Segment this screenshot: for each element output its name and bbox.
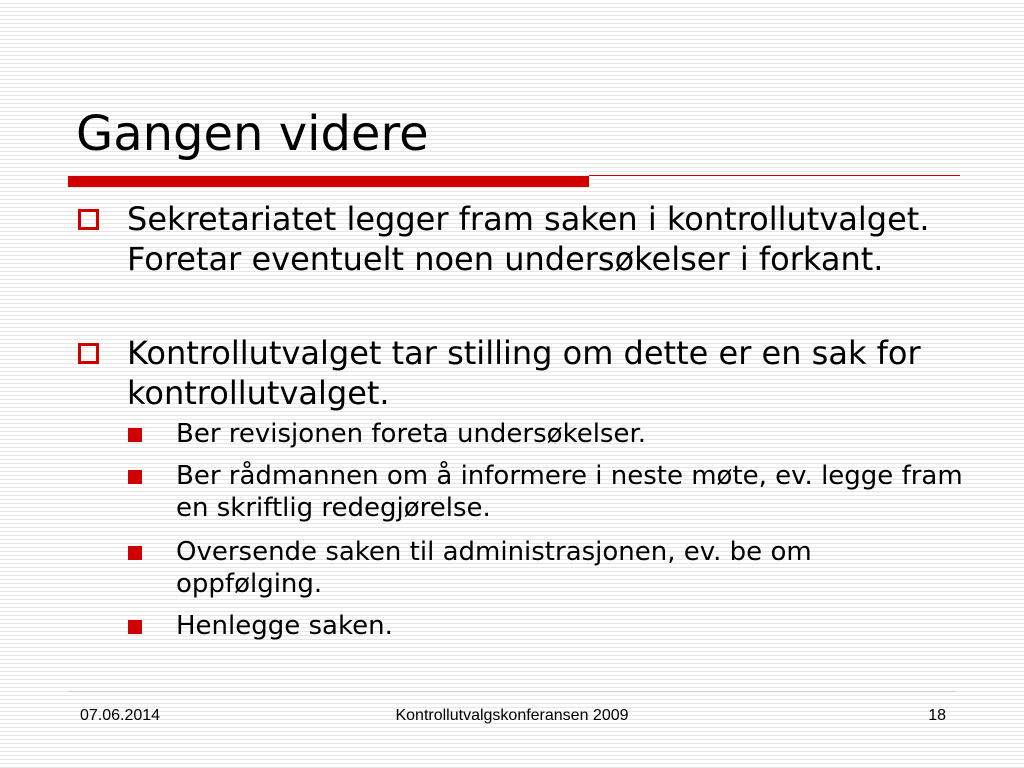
title-underline-thick (68, 176, 589, 187)
page-number: 18 (928, 707, 946, 724)
sub-bullet-text: Henlegge saken. (176, 611, 393, 641)
sub-bullet-item (176, 610, 976, 642)
filled-square-bullet-icon (128, 428, 142, 442)
footer-title: Kontrollutvalgskonferansen 2009 (395, 707, 629, 724)
footer-divider (68, 691, 956, 692)
sub-bullet-text: Ber rådmannen om å informere i neste møte, ev. legge fram en skriftlig redegjørelse. (176, 461, 963, 523)
hollow-square-bullet-icon (78, 343, 99, 364)
filled-square-bullet-icon (128, 620, 142, 634)
bullet-text: Sekretariatet legger fram saken i kontrollutvalget. Foretar eventuelt noen undersøkelser i forkant. (127, 200, 930, 278)
hollow-square-bullet-icon (78, 209, 99, 230)
title-underline-thin (589, 175, 960, 176)
bullet-item (127, 199, 947, 279)
bullet-item (127, 333, 947, 413)
filled-square-bullet-icon (128, 546, 142, 560)
filled-square-bullet-icon (128, 470, 142, 484)
sub-bullet-item (176, 418, 976, 450)
sub-bullet-item (176, 536, 966, 600)
sub-bullet-text: Ber revisjonen foreta undersøkelser. (176, 419, 647, 449)
footer-date: 07.06.2014 (80, 707, 161, 724)
sub-bullet-text: Oversende saken til administrasjonen, ev. be om oppfølging. (176, 537, 812, 599)
bullet-text: Kontrollutvalget tar stilling om dette er en sak for kontrollutvalget. (127, 334, 921, 412)
sub-bullet-item (176, 460, 966, 524)
slide-title: Gangen videre (76, 106, 429, 162)
